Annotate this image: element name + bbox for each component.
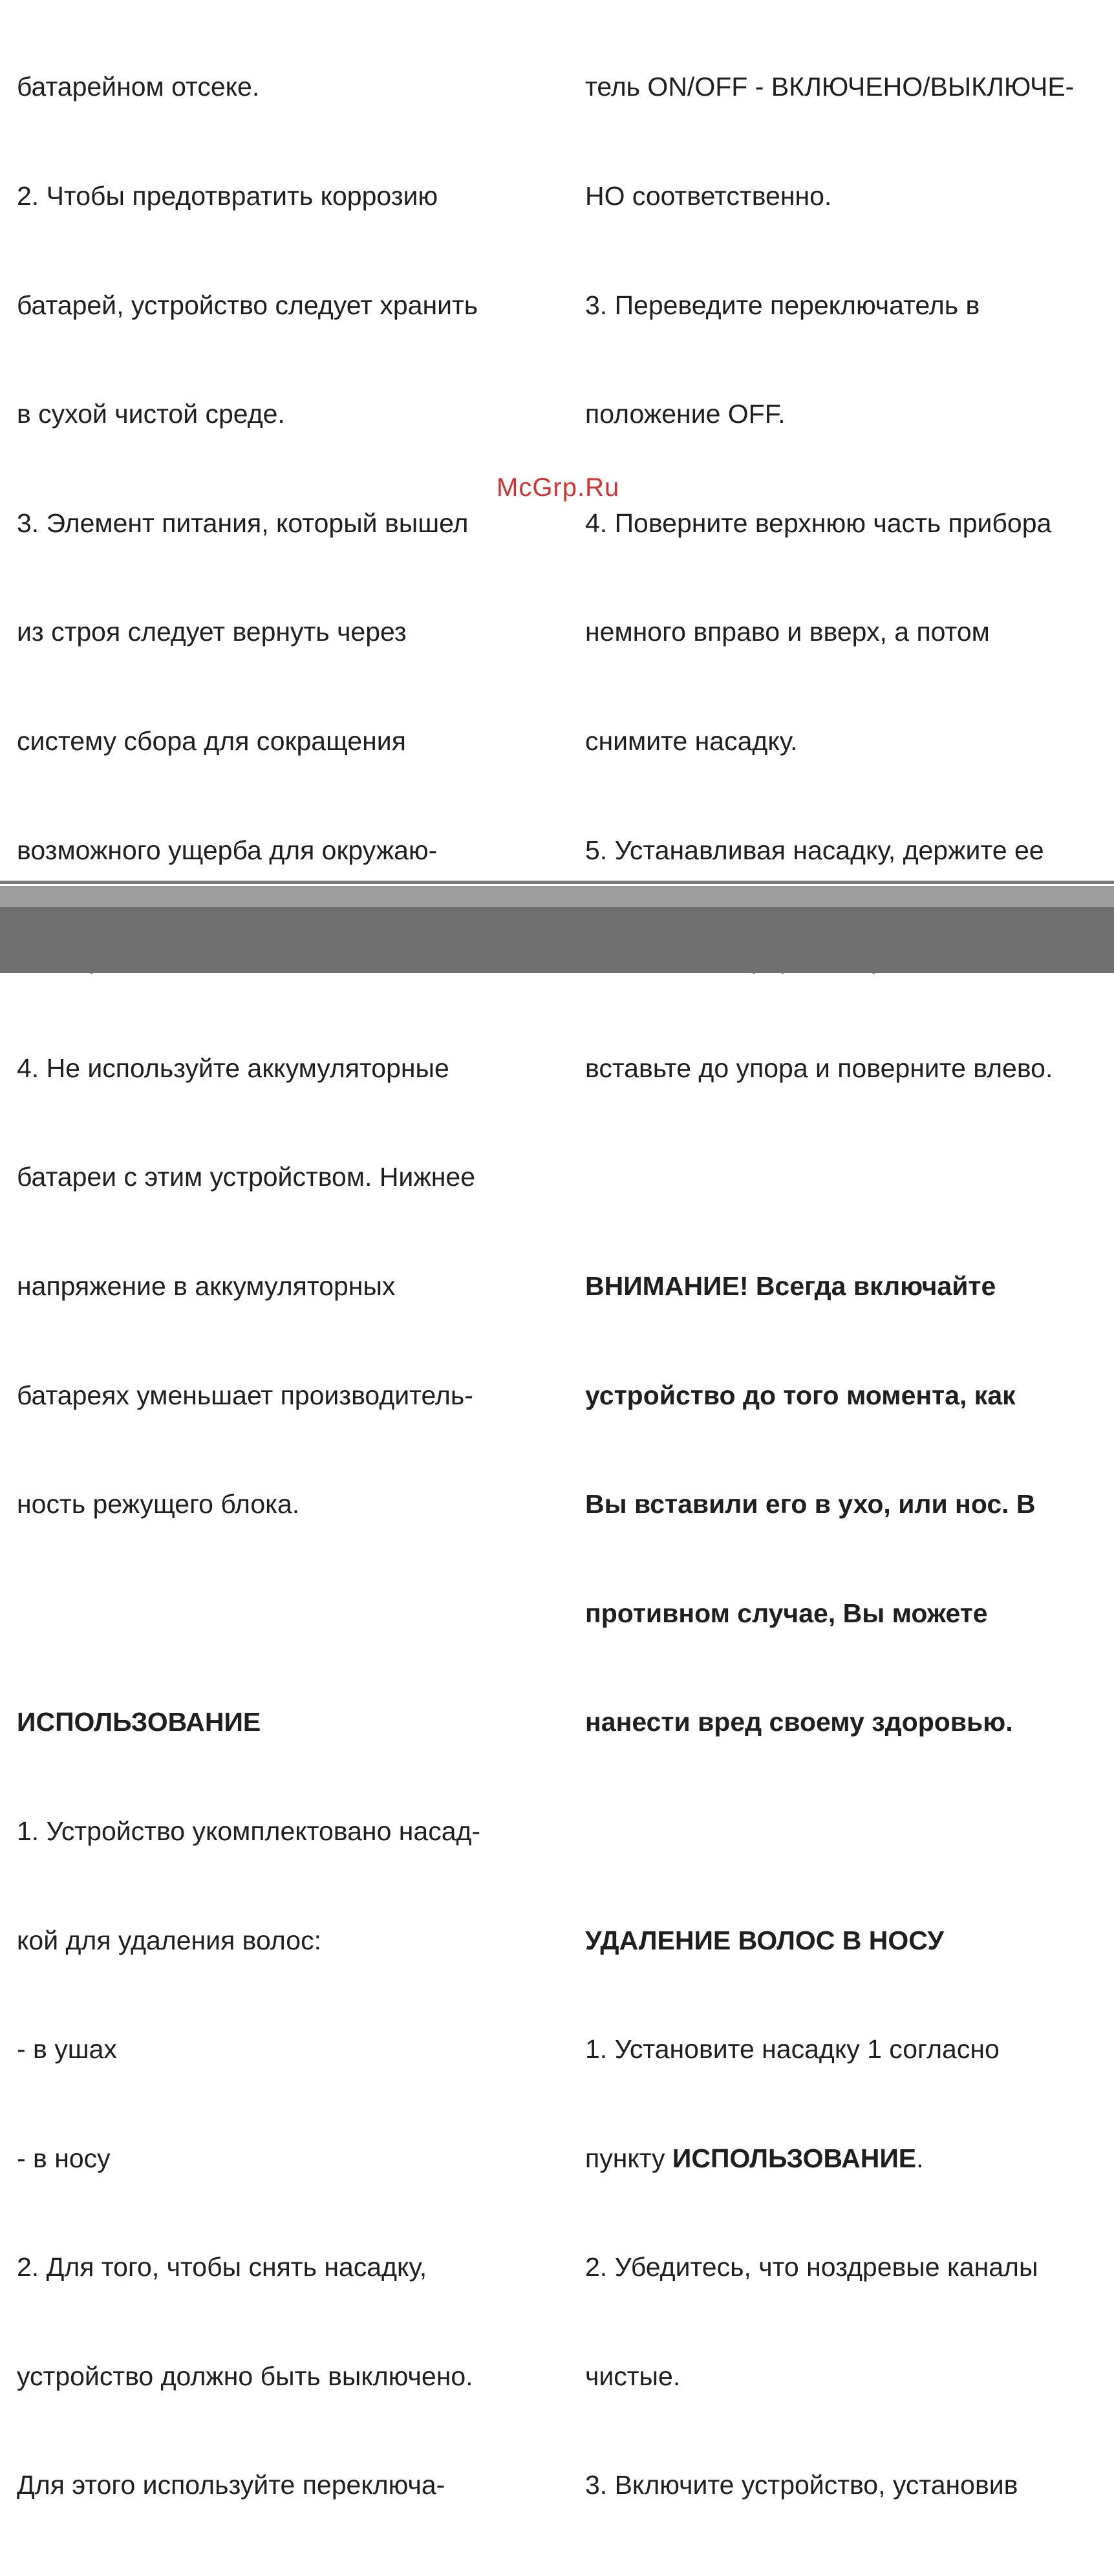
text-line: батареи с этим устройством. Нижнее [17,1162,476,1192]
spacer [585,1159,1114,1195]
text-line: из строя следует вернуть через [17,617,407,647]
right-column [585,0,1114,2576]
text-line: положение OFF. [585,399,786,429]
section-reference: ИСПОЛЬЗОВАНИЕ [672,2143,917,2173]
text-line: 3. Включите устройство, установив [585,2470,1018,2500]
left-column [17,0,534,2576]
warning-line: противном случае, Вы можете [585,1598,988,1628]
text-fragment: . [916,2143,924,2173]
text-line: тель ON/OFF - ВКЛЮЧЕНО/ВЫКЛЮЧЕ- [585,72,1075,102]
text-line: батареях уменьшает производитель- [17,1380,473,1410]
text-line: - в носу [17,2143,111,2173]
text-line: систему сбора для сокращения [17,725,406,756]
text-line: 5. Устанавливая насадку, держите ее [585,835,1044,865]
warning-line: нанести вред своему здоровью. [585,1707,1013,1737]
warning-line: Вы вставили его в ухо, или нос. В [585,1489,1036,1519]
footer-band-light [0,886,1114,907]
section-heading-nose-hair: УДАЛЕНИЕ ВОЛОС В НОСУ [585,1925,944,1955]
text-line: немного вправо и вверх, а потом [585,617,990,647]
spacer [585,1813,1114,1849]
footer-band-dark [0,907,1114,973]
text-line: 2. Убедитесь, что ноздревые каналы [585,2252,1038,2282]
text-line: батарей, устройство следует хранить [17,290,478,320]
warning-line: устройство до того момента, как [585,1380,1016,1410]
text-line: 2. Чтобы предотвратить коррозию [17,181,438,211]
text-line: чистые. [585,2361,681,2391]
text-line: 4. Не используйте аккумуляторные [17,1053,449,1083]
text-line: в сухой чистой среде. [17,399,285,429]
warning-line: ВНИМАНИЕ! Всегда включайте [585,1271,996,1301]
section-heading-usage: ИСПОЛЬЗОВАНИЕ [17,1707,261,1737]
footer-divider [0,881,1114,884]
text-line: батарейном отсеке. [17,72,260,102]
text-line: снимите насадку. [585,725,798,756]
text-line: возможного ущерба для окружаю- [17,835,438,865]
text-line: 3. Переведите переключатель в [585,290,980,320]
text-line: устройство должно быть выключено. [17,2361,473,2391]
spacer [17,1595,534,1631]
text-line: 3. Элемент питания, который вышел [17,508,469,538]
text-line: НО соответственно. [585,181,832,211]
text-line: 2. Для того, чтобы снять насадку, [17,2252,427,2282]
text-line-with-reference [585,2140,1114,2176]
text-line: кой для удаления волос: [17,1925,321,1955]
text-line: 1. Установите насадку 1 согласно [585,2034,1000,2065]
text-line: - в ушах [17,2034,117,2065]
text-line: вставьте до упора и поверните влево. [585,1053,1053,1083]
text-line: 4. Поверните верхнюю часть прибора [585,508,1052,538]
text-line: напряжение в аккумуляторных [17,1271,396,1301]
text-line: ность режущего блока. [17,1489,300,1519]
watermark: McGrp.Ru [497,473,620,502]
text-line: Для этого используйте переключа- [17,2470,445,2500]
text-fragment: пункту [585,2143,672,2173]
text-line: 1. Устройство укомплектовано насад- [17,1816,481,1846]
